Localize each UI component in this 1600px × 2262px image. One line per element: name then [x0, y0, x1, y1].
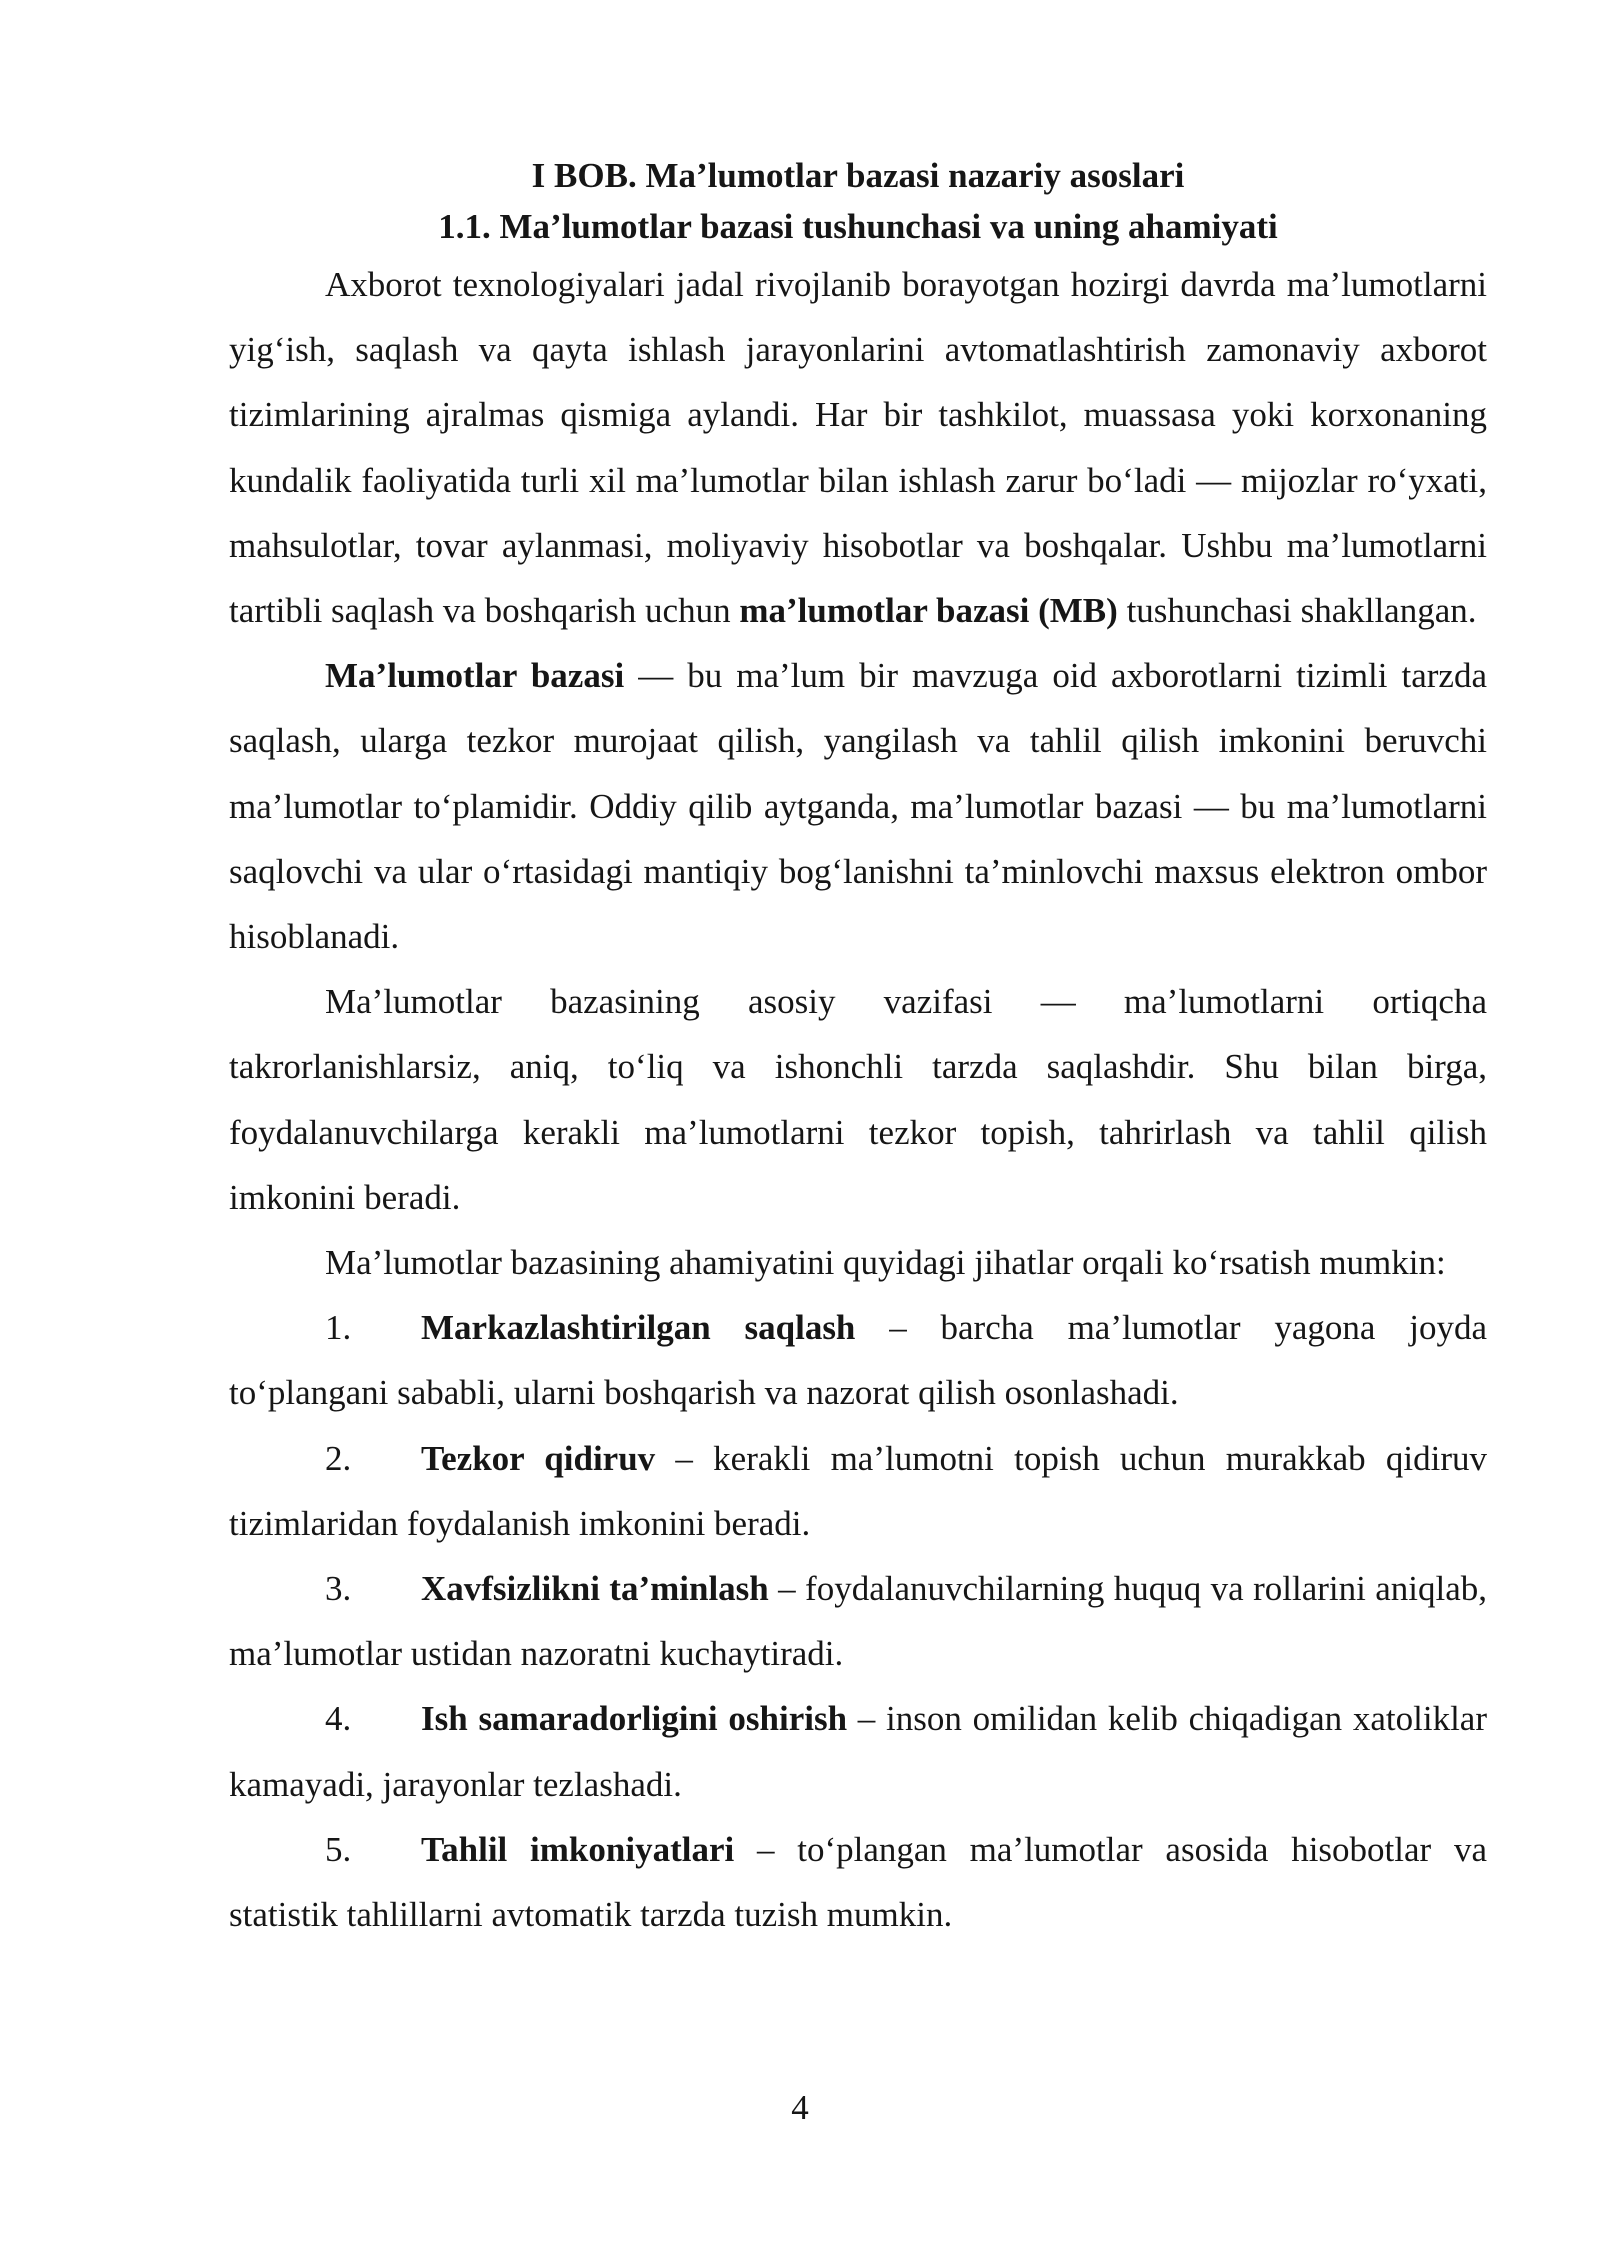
paragraph-intro-term: ma’lumotlar bazasi (MB) [739, 591, 1118, 631]
paragraph-definition-text: — bu ma’lum bir mavzuga oid axborotlarni tizimli tarzda saqlash, ularga tezkor murojaat qilish, yangilash va tahlil qilish imkonini beruvchi ma’lumotlar to‘plamidir. Oddiy qilib aytganda, ma’lumotlar bazasi — bu ma’lumotlarni saqlovchi va ular o‘rtasidagi mantiqiy bog‘lanishni ta’minlovchi maxsus elektron ombor hisoblanadi. [229, 656, 1487, 957]
list-item-text: – inson omilidan kelib chiqadigan xatoliklar kamayadi, jarayonlar tezlashadi. [229, 1699, 1487, 1804]
list-item-term: Ish samaradorligini oshirish [421, 1699, 848, 1739]
list-item [229, 1817, 1487, 1947]
list-item-number: 1. [325, 1308, 352, 1348]
list-item-number: 2. [325, 1438, 352, 1478]
list-item-text: – barcha ma’lumotlar yagona joyda to‘plangani sababli, ularni boshqarish va nazorat qilish osonlashadi. [229, 1308, 1487, 1413]
list-item [229, 1426, 1487, 1556]
paragraph-purpose [229, 969, 1487, 1230]
list-item-number: 4. [325, 1699, 352, 1739]
chapter-title: I BOB. Ma’lumotlar bazasi nazariy asoslari [531, 156, 1185, 195]
paragraph-definition [229, 643, 1487, 969]
paragraph-intro [229, 252, 1487, 643]
list-item [229, 1295, 1487, 1425]
list-item-number: 3. [325, 1569, 352, 1609]
section-title: 1.1. Ma’lumotlar bazasi tushunchasi va uning ahamiyati [438, 207, 1278, 246]
list-item-term: Xavfsizlikni ta’minlash [421, 1569, 769, 1609]
paragraph-intro-text-start: Axborot texnologiyalari jadal rivojlanib borayotgan hozirgi davrda ma’lumotlarni yig‘ish, saqlash va qayta ishlash jarayonlarini avtomatlashtirish zamonaviy axborot tizimlarining ajralmas qismiga aylandi. Har bir tashkilot, muassasa yoki korxonaning kundalik faoliyatida turli xil ma’lumotlar bilan ishlash zarur bo‘ladi — mijozlar ro‘yxati, mahsulotlar, tovar aylanmasi, moliyaviy hisobotlar va boshqalar. Ushbu ma’lumotlarni tartibli saqlash va boshqarish uchun [229, 265, 1487, 631]
paragraph-importance-intro [229, 1230, 1487, 1295]
paragraph-intro-text-end: tushunchasi shakllangan. [1117, 591, 1477, 631]
list-item [229, 1556, 1487, 1686]
list-item-term: Tezkor qidiruv [421, 1438, 656, 1478]
list-item-text: – to‘plangan ma’lumotlar asosida hisobotlar va statistik tahlillarni avtomatik tarzda tuzish mumkin. [229, 1829, 1487, 1935]
paragraph-purpose-text: Ma’lumotlar bazasining asosiy vazifasi — ma’lumotlarni ortiqcha takrorlanishlarsiz, aniq, to‘liq va ishonchli tarzda saqlashdir. Shu bilan birga, foydalanuvchilarga kerakli ma’lumotlarni tezkor topish, tahrirlash va tahlil qilish imkonini beradi. [229, 982, 1487, 1217]
list-item [229, 1686, 1487, 1816]
paragraph-definition-term: Ma’lumotlar bazasi [325, 656, 625, 696]
list-item-term: Tahlil imkoniyatlari [421, 1829, 735, 1869]
list-item-number: 5. [325, 1829, 352, 1869]
paragraph-importance-intro-text: Ma’lumotlar bazasining ahamiyatini quyidagi jihatlar orqali ko‘rsatish mumkin: [325, 1243, 1446, 1283]
page-number: 4 [791, 2088, 809, 2127]
list-item-text: – kerakli ma’lumotni topish uchun murakkab qidiruv tizimlaridan foydalanish imkonini beradi. [229, 1438, 1487, 1543]
list-item-text: – foydalanuvchilarning huquq va rollarini aniqlab, ma’lumotlar ustidan nazoratni kuchaytiradi. [229, 1569, 1488, 1674]
document-page [229, 150, 1487, 1947]
list-item-term: Markazlashtirilgan saqlash [421, 1308, 856, 1348]
